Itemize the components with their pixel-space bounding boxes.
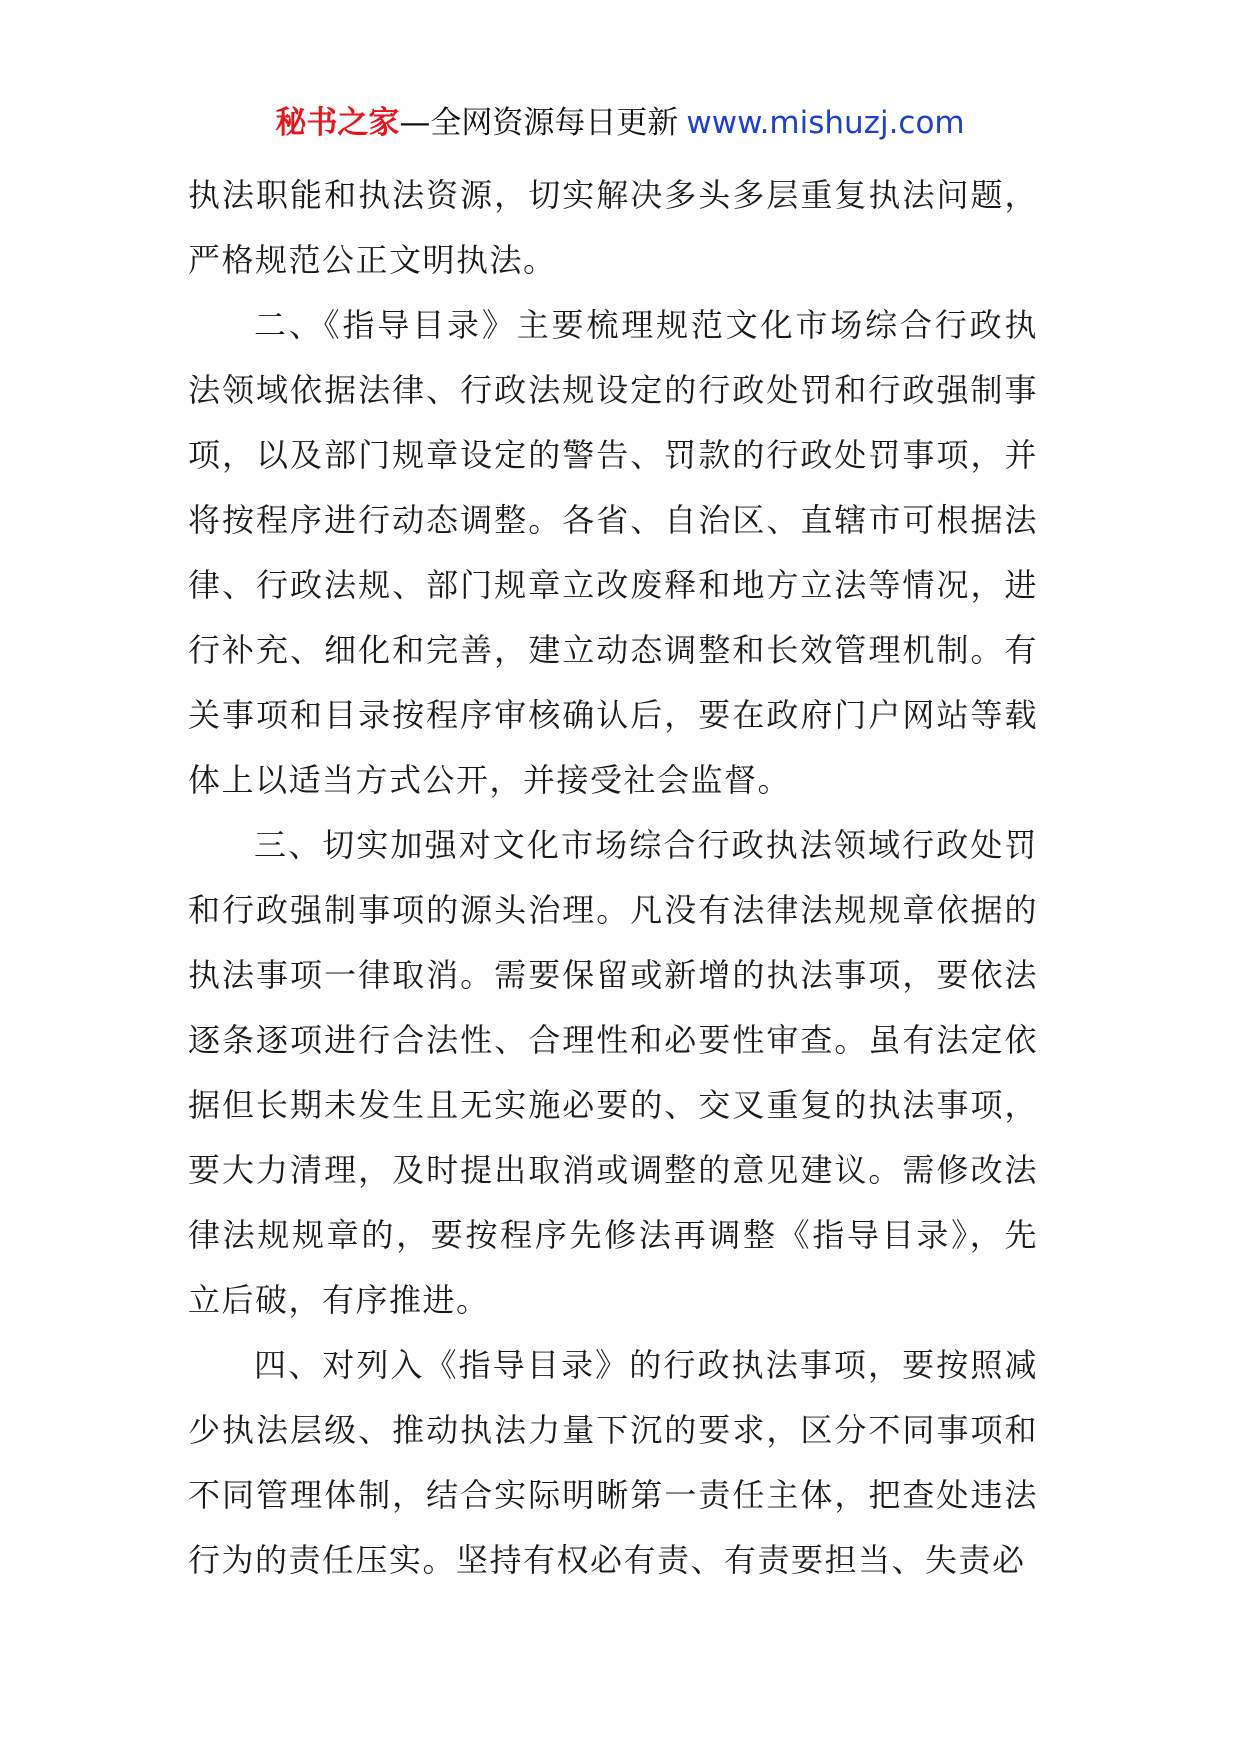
paragraph-three: 三、切实加强对文化市场综合行政执法领域行政处罚和行政强制事项的源头治理。凡没有法律法规规章依据的执法事项一律取消。需要保留或新增的执法事项，要依法逐条逐项进行合法性、合理性和必要性审查。虽有法定依据但长期未发生且无实施必要的、交叉重复的执法事项，要大力清理，及时提出取消或调整的意见建议。需修改法律法规规章的，要按程序先修法再调整《指导目录》，先立后破，有序推进。 bbox=[188, 826, 1038, 1319]
paragraph-four: 四、对列入《指导目录》的行政执法事项，要按照减少执法层级、推动执法力量下沉的要求，区分不同事项和不同管理体制，结合实际明晰第一责任主体，把查处违法行为的责任压实。坚持有权必有责、有责要担当、失责必 bbox=[188, 1346, 1038, 1579]
document-body bbox=[188, 163, 1038, 1593]
paragraph-two: 二、《指导目录》主要梳理规范文化市场综合行政执法领域依据法律、行政法规设定的行政处罚和行政强制事项，以及部门规章设定的警告、罚款的行政处罚事项，并将按程序进行动态调整。各省、自治区、直辖市可根据法律、行政法规、部门规章立改废释和地方立法等情况，进行补充、细化和完善，建立动态调整和长效管理机制。有关事项和目录按程序审核确认后，要在政府门户网站等载体上以适当方式公开，并接受社会监督。 bbox=[188, 306, 1038, 799]
site-url[interactable]: www.mishuzj.com bbox=[686, 105, 965, 141]
paragraph-continuation: 执法职能和执法资源，切实解决多头多层重复执法问题，严格规范公正文明执法。 bbox=[188, 176, 1038, 279]
page-header bbox=[0, 103, 1240, 143]
brand-name: 秘书之家 bbox=[275, 105, 400, 141]
header-slogan: —全网资源每日更新 bbox=[399, 105, 679, 141]
